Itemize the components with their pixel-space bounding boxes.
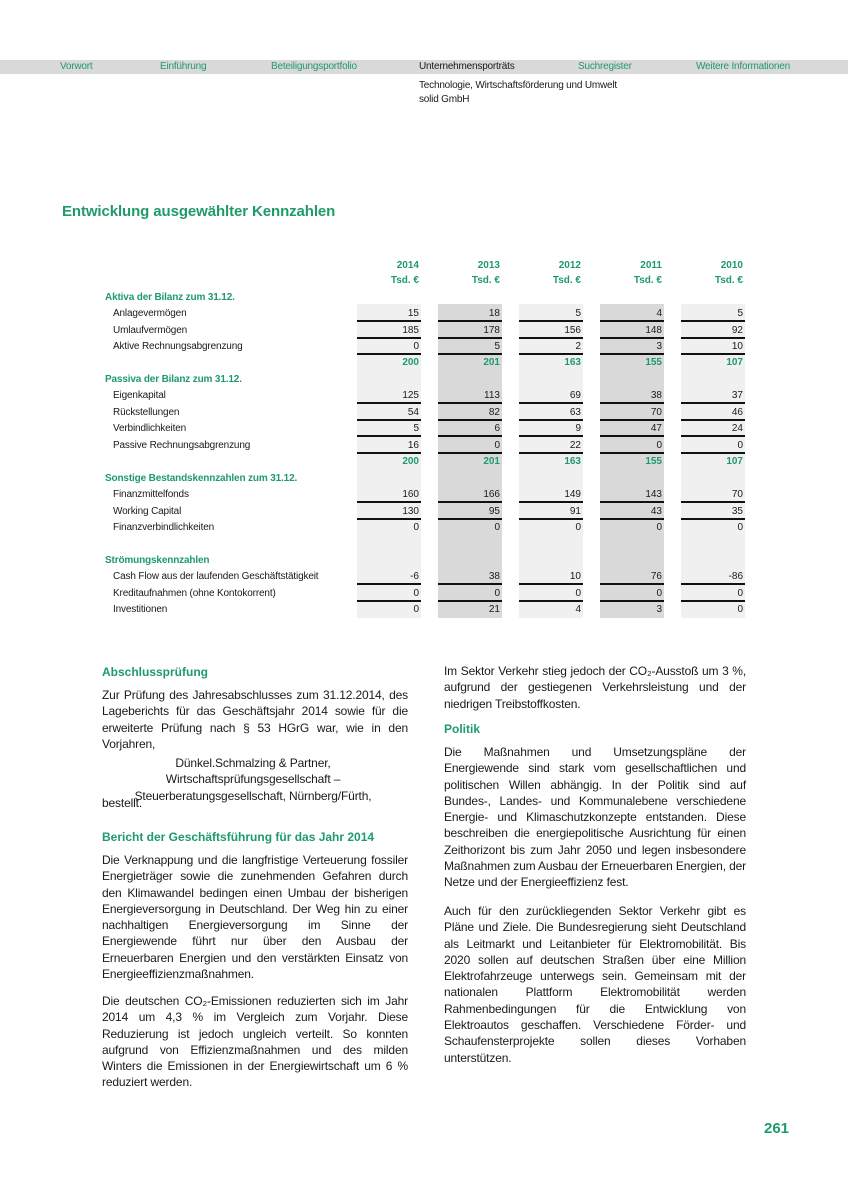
table-cell: 15: [407, 308, 419, 319]
table-total-cell: 107: [726, 456, 743, 467]
cell-underline: [357, 452, 421, 454]
cell-underline: [681, 501, 745, 503]
cell-underline: [438, 435, 502, 437]
cell-underline: [438, 320, 502, 322]
cell-underline: [681, 419, 745, 421]
table-cell: 0: [737, 588, 743, 599]
cell-underline: [681, 518, 745, 520]
table-cell: 4: [656, 308, 662, 319]
table-cell: 46: [731, 407, 743, 418]
cell-underline: [600, 402, 664, 404]
cell-underline: [438, 600, 502, 602]
cell-underline: [600, 353, 664, 355]
unit-label: Tsd. €: [471, 275, 500, 286]
table-cell: 38: [488, 571, 500, 582]
breadcrumb-company[interactable]: solid GmbH: [419, 94, 470, 105]
cell-underline: [681, 600, 745, 602]
column-header-2011: [598, 258, 662, 288]
cell-underline: [519, 501, 583, 503]
report-paragraph-2: Die deutschen CO₂-Emissionen reduzierten sich im Jahr 2014 um 4,3 % im Vergleich zum Vorjahr. Diese Reduzierung ist jedoch ungleich verteilt. So konnten aufgrund von Effizienzmaßnahmen und des milden Winters die Emissionen in der Energiewirtschaft um 6 % reduziert werden.: [102, 994, 408, 1090]
cell-underline: [438, 402, 502, 404]
table-cell: 0: [656, 440, 662, 451]
table-cell: 18: [488, 308, 500, 319]
table-row-label: Working Capital: [113, 506, 182, 517]
cell-underline: [357, 600, 421, 602]
unit-label: Tsd. €: [390, 275, 419, 286]
table-cell: 125: [402, 390, 419, 401]
cell-underline: [600, 419, 664, 421]
cell-underline: [519, 583, 583, 585]
table-section-title: Passiva der Bilanz zum 31.12.: [105, 374, 242, 385]
table-cell: 10: [731, 341, 743, 352]
nav-link-suchregister[interactable]: Suchregister: [578, 61, 632, 72]
cell-underline: [600, 501, 664, 503]
cell-underline: [681, 353, 745, 355]
table-cell: -86: [728, 571, 743, 582]
table-cell: 76: [650, 571, 662, 582]
table-cell: 149: [564, 489, 581, 500]
cell-underline: [519, 353, 583, 355]
cell-underline: [438, 501, 502, 503]
year-label: 2012: [558, 260, 581, 271]
column-header-2010: [679, 258, 743, 288]
top-navigation-bar: [0, 60, 848, 74]
table-cell: 9: [575, 423, 581, 434]
table-cell: -6: [410, 571, 419, 582]
table-cell: 143: [645, 489, 662, 500]
table-cell: 70: [731, 489, 743, 500]
table-row-label: Anlagevermögen: [113, 308, 187, 319]
cell-underline: [681, 337, 745, 339]
table-cell: 130: [402, 506, 419, 517]
year-label: 2014: [396, 260, 419, 271]
table-total-cell: 163: [564, 456, 581, 467]
cell-underline: [519, 320, 583, 322]
unit-label: Tsd. €: [633, 275, 662, 286]
year-label: 2011: [640, 260, 662, 271]
cell-underline: [438, 353, 502, 355]
cell-underline: [519, 600, 583, 602]
table-total-cell: 201: [483, 357, 500, 368]
table-cell: 6: [494, 423, 500, 434]
table-cell: 0: [413, 341, 419, 352]
table-cell: 3: [656, 604, 662, 615]
cell-underline: [357, 583, 421, 585]
table-cell: 38: [650, 390, 662, 401]
table-cell: 5: [494, 341, 500, 352]
table-cell: 0: [656, 588, 662, 599]
year-label: 2010: [720, 260, 743, 271]
page-title: Entwicklung ausgewählter Kennzahlen: [62, 203, 336, 220]
unit-label: Tsd. €: [714, 275, 743, 286]
column-header-2014: [355, 258, 419, 288]
table-cell: 91: [569, 506, 581, 517]
nav-link-einfuehrung[interactable]: Einführung: [160, 61, 207, 72]
table-cell: 178: [483, 325, 500, 336]
cell-underline: [519, 518, 583, 520]
table-cell: 69: [569, 390, 581, 401]
table-cell: 0: [413, 522, 419, 533]
table-cell: 4: [575, 604, 581, 615]
cell-underline: [519, 452, 583, 454]
cell-underline: [357, 402, 421, 404]
table-cell: 95: [488, 506, 500, 517]
report-paragraph-1: Die Verknappung und die langfristige Verteuerung fossiler Energieträger sowie die zunehmenden Gefahren durch den Klimawandel bedingen einen Umbau der bisherigen Energieversorgung in Deutschland. Der Weg hin zu einer nachhaltigen Energieversorgung im Sinne der Energiewende führt nur über den Ausbau der Erneuerbaren Energien und den verstärkten Einsatz von Energieeffizienzmaßnahmen.: [102, 853, 408, 982]
table-cell: 21: [488, 604, 500, 615]
cell-underline: [519, 419, 583, 421]
table-cell: 5: [413, 423, 419, 434]
table-cell: 24: [731, 423, 743, 434]
table-cell: 0: [494, 440, 500, 451]
cell-underline: [681, 320, 745, 322]
cell-underline: [357, 419, 421, 421]
column-header-2012: [517, 258, 581, 288]
table-cell: 0: [737, 604, 743, 615]
table-row-label: Verbindlichkeiten: [113, 423, 187, 434]
cell-underline: [519, 435, 583, 437]
table-cell: 166: [483, 489, 500, 500]
table-cell: 2: [575, 341, 581, 352]
table-cell: 92: [731, 325, 743, 336]
year-label: 2013: [477, 260, 500, 271]
cell-underline: [681, 435, 745, 437]
table-cell: 70: [650, 407, 662, 418]
auditor-name: Dünkel.Schmalzing & Partner, Wirtschaftsprüfungsgesellschaft – Steuerberatungsgesellschaft, Nürnberg/Fürth,: [134, 756, 372, 803]
table-cell: 0: [494, 522, 500, 533]
table-cell: 5: [575, 308, 581, 319]
column-header-2013: [436, 258, 500, 288]
nav-link-unternehmensportraets[interactable]: Unternehmensporträts: [419, 61, 515, 72]
cell-underline: [681, 402, 745, 404]
politik-paragraph-1: Die Maßnahmen und Umsetzungspläne der Energiewende sind stark vom gesellschaftlichen und politischen Willen abhängig. In der Politik sind auf Bundes-, Landes- und Kommunalebene verschiedene Energie- und Klimaschutzkonzepte entstanden. Diese beschreiben die energiepolitische Ausrichtung für einen Zeithorizont bis zum Jahr 2050 und legen insbesondere Maßnahmen zum Ausbau der Erneuerbaren Energien, der Netze und der Energieeffizienz fest.: [444, 745, 746, 890]
cell-underline: [357, 518, 421, 520]
cell-underline: [600, 583, 664, 585]
table-total-cell: 155: [645, 357, 662, 368]
cell-underline: [438, 452, 502, 454]
audit-appointed: bestellt.: [102, 796, 143, 810]
section-heading-bericht: Bericht der Geschäftsführung für das Jahr 2014: [102, 830, 375, 844]
cell-underline: [600, 435, 664, 437]
table-cell: 54: [407, 407, 419, 418]
breadcrumb-category[interactable]: Technologie, Wirtschaftsförderung und Umwelt: [419, 80, 617, 91]
table-total-cell: 200: [402, 456, 419, 467]
table-total-cell: 163: [564, 357, 581, 368]
cell-underline: [681, 583, 745, 585]
nav-link-beteiligungsportfolio[interactable]: Beteiligungsportfolio: [271, 61, 357, 72]
table-cell: 113: [484, 390, 500, 401]
table-cell: 5: [737, 308, 743, 319]
table-cell: 160: [402, 489, 419, 500]
cell-underline: [519, 402, 583, 404]
table-cell: 0: [413, 604, 419, 615]
nav-link-weitere-informationen[interactable]: Weitere Informationen: [696, 61, 790, 72]
table-cell: 0: [737, 522, 743, 533]
cell-underline: [357, 435, 421, 437]
table-section-title: Sonstige Bestandskennzahlen zum 31.12.: [105, 473, 298, 484]
table-cell: 37: [731, 390, 743, 401]
table-cell: 0: [737, 440, 743, 451]
table-row-label: Aktive Rechnungsabgrenzung: [113, 341, 243, 352]
cell-underline: [600, 452, 664, 454]
table-cell: 43: [650, 506, 662, 517]
cell-underline: [600, 518, 664, 520]
section-heading-abschlusspruefung: Abschlussprüfung: [102, 665, 209, 679]
cell-underline: [357, 320, 421, 322]
table-cell: 0: [656, 522, 662, 533]
cell-underline: [438, 337, 502, 339]
table-row-label: Cash Flow aus der laufenden Geschäftstätigkeit: [113, 571, 319, 582]
table-row-label: Investitionen: [113, 604, 168, 615]
cell-underline: [519, 337, 583, 339]
section-heading-politik: Politik: [444, 722, 481, 736]
cell-underline: [438, 518, 502, 520]
table-cell: 47: [650, 423, 662, 434]
cell-underline: [357, 353, 421, 355]
table-row-label: Finanzverbindlichkeiten: [113, 522, 215, 533]
table-cell: 63: [569, 407, 581, 418]
politik-paragraph-2: Auch für den zurückliegenden Sektor Verkehr gibt es Pläne und Ziele. Die Bundesregierung sieht Deutschland als Leitmarkt und Leitanbieter für Elektromobilität. Bis 2020 sollen auf deutschen Straßen über eine Million Elektrofahrzeuge unterwegs sein. Gemeinsam mit der nationalen Plattform Elektromobilität werden Rahmenbedingungen für die Entwicklung von Elektroautos geschaffen. Verschiedene Förder- und Schaufensterprojekte sollen dieses Vorhaben unterstützen.: [444, 904, 746, 1065]
table-cell: 35: [731, 506, 743, 517]
verkehr-paragraph: Im Sektor Verkehr stieg jedoch der CO₂-Ausstoß um 3 %, aufgrund der gestiegenen Verkehrsleistung und der niedrigen Treibstoffkosten.: [444, 664, 746, 711]
table-section-title: Aktiva der Bilanz zum 31.12.: [105, 292, 235, 303]
table-section-title: Strömungskennzahlen: [105, 555, 210, 566]
table-cell: 0: [575, 588, 581, 599]
table-total-cell: 201: [483, 456, 500, 467]
table-row-label: Passive Rechnungsabgrenzung: [113, 440, 251, 451]
table-total-cell: 155: [645, 456, 662, 467]
table-total-cell: 107: [726, 357, 743, 368]
table-row-label: Kreditaufnahmen (ohne Kontokorrent): [113, 588, 276, 599]
cell-underline: [357, 501, 421, 503]
audit-paragraph: Zur Prüfung des Jahresabschlusses zum 31.12.2014, des Lageberichts für das Geschäftsjahr 2014 sowie für die erweiterte Prüfung nach § 53 HGrG war, wie in den Vorjahren,: [102, 688, 408, 751]
cell-underline: [600, 337, 664, 339]
table-cell: 185: [402, 325, 419, 336]
table-cell: 156: [564, 325, 581, 336]
table-cell: 148: [645, 325, 662, 336]
cell-underline: [681, 452, 745, 454]
cell-underline: [600, 320, 664, 322]
table-total-cell: 200: [402, 357, 419, 368]
table-row-label: Umlaufvermögen: [113, 325, 188, 336]
cell-underline: [357, 337, 421, 339]
table-cell: 82: [488, 407, 500, 418]
table-row-label: Rückstellungen: [113, 407, 180, 418]
table-cell: 3: [656, 341, 662, 352]
table-cell: 0: [494, 588, 500, 599]
table-cell: 0: [413, 588, 419, 599]
table-cell: 0: [575, 522, 581, 533]
nav-link-vorwort[interactable]: Vorwort: [60, 61, 93, 72]
cell-underline: [600, 600, 664, 602]
cell-underline: [438, 583, 502, 585]
table-row-label: Finanzmittelfonds: [113, 489, 189, 500]
table-cell: 16: [407, 440, 419, 451]
cell-underline: [438, 419, 502, 421]
table-cell: 10: [569, 571, 581, 582]
table-row-label: Eigenkapital: [113, 390, 166, 401]
table-cell: 22: [569, 440, 581, 451]
unit-label: Tsd. €: [552, 275, 581, 286]
page-number: 261: [764, 1120, 790, 1137]
